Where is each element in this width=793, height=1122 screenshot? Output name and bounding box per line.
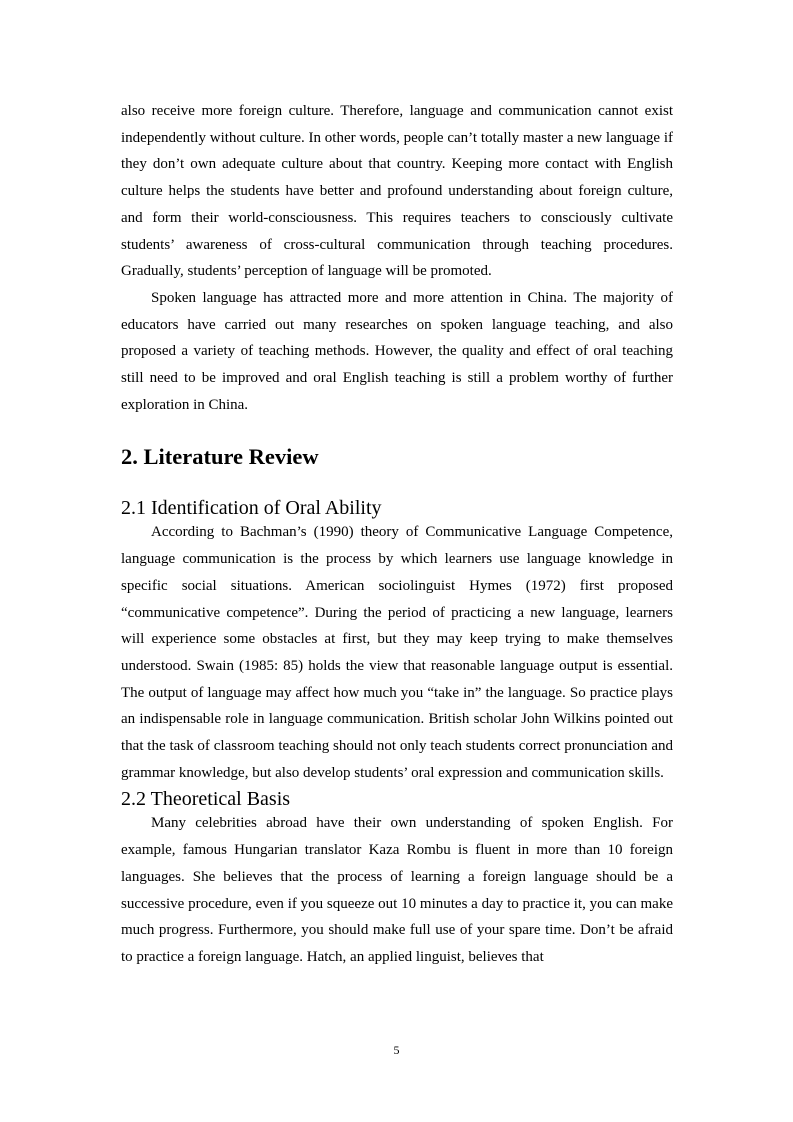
page-number: 5	[393, 1043, 400, 1057]
subsection-heading-2-2: 2.2 Theoretical Basis	[121, 788, 291, 811]
paragraph-intro-2: Spoken language has attracted more and more attention in China. The majority of educators have carried out many researches on spoken language teaching, and also proposed a variety of teaching methods. However, the quality and effect of oral teaching still need to be improved and oral English teaching is still a problem worthy of further exploration in China.	[121, 289, 673, 413]
section-heading: 2. Literature Review	[121, 444, 319, 470]
paragraph-2-2: Many celebrities abroad have their own understanding of spoken English. For example, famous Hungarian translator Kaza Rombu is fluent in more than 10 foreign languages. She believes that the process of learning a foreign language should be a successive procedure, even if you squeeze out 10 minutes a day to practice it, you can make much progress. Furthermore, you should make full use of your spare time. Don’t be afraid to practice a foreign language. Hatch, an applied linguist, believes that	[121, 815, 673, 965]
page-body	[121, 98, 673, 971]
paragraph-intro-1: also receive more foreign culture. Therefore, language and communication cannot exist independently without culture. In other words, people can’t totally master a new language if they don’t own adequate culture about that country. Keeping more contact with English culture helps the students have better and profound understanding about foreign culture, and form their world-consciousness. This requires teachers to consciously cultivate students’ awareness of cross-cultural communication through teaching procedures. Gradually, students’ perception of language will be promoted.	[121, 103, 673, 280]
paragraph-2-1: According to Bachman’s (1990) theory of Communicative Language Competence, language communication is the process by which learners use language knowledge in specific social situations. American sociolinguist Hymes (1972) first proposed “communicative competence”. During the period of practicing a new language, learners will experience some obstacles at first, but they may keep trying to make themselves understood. Swain (1985: 85) holds the view that reasonable language output is essential. The output of language may affect how much you “take in” the language. So practice plays an indispensable role in language communication. British scholar John Wilkins pointed out that the task of classroom teaching should not only teach students correct pronunciation and grammar knowledge, but also develop students’ oral expression and communication skills.	[121, 524, 673, 781]
subsection-heading-2-1: 2.1 Identification of Oral Ability	[121, 497, 382, 520]
